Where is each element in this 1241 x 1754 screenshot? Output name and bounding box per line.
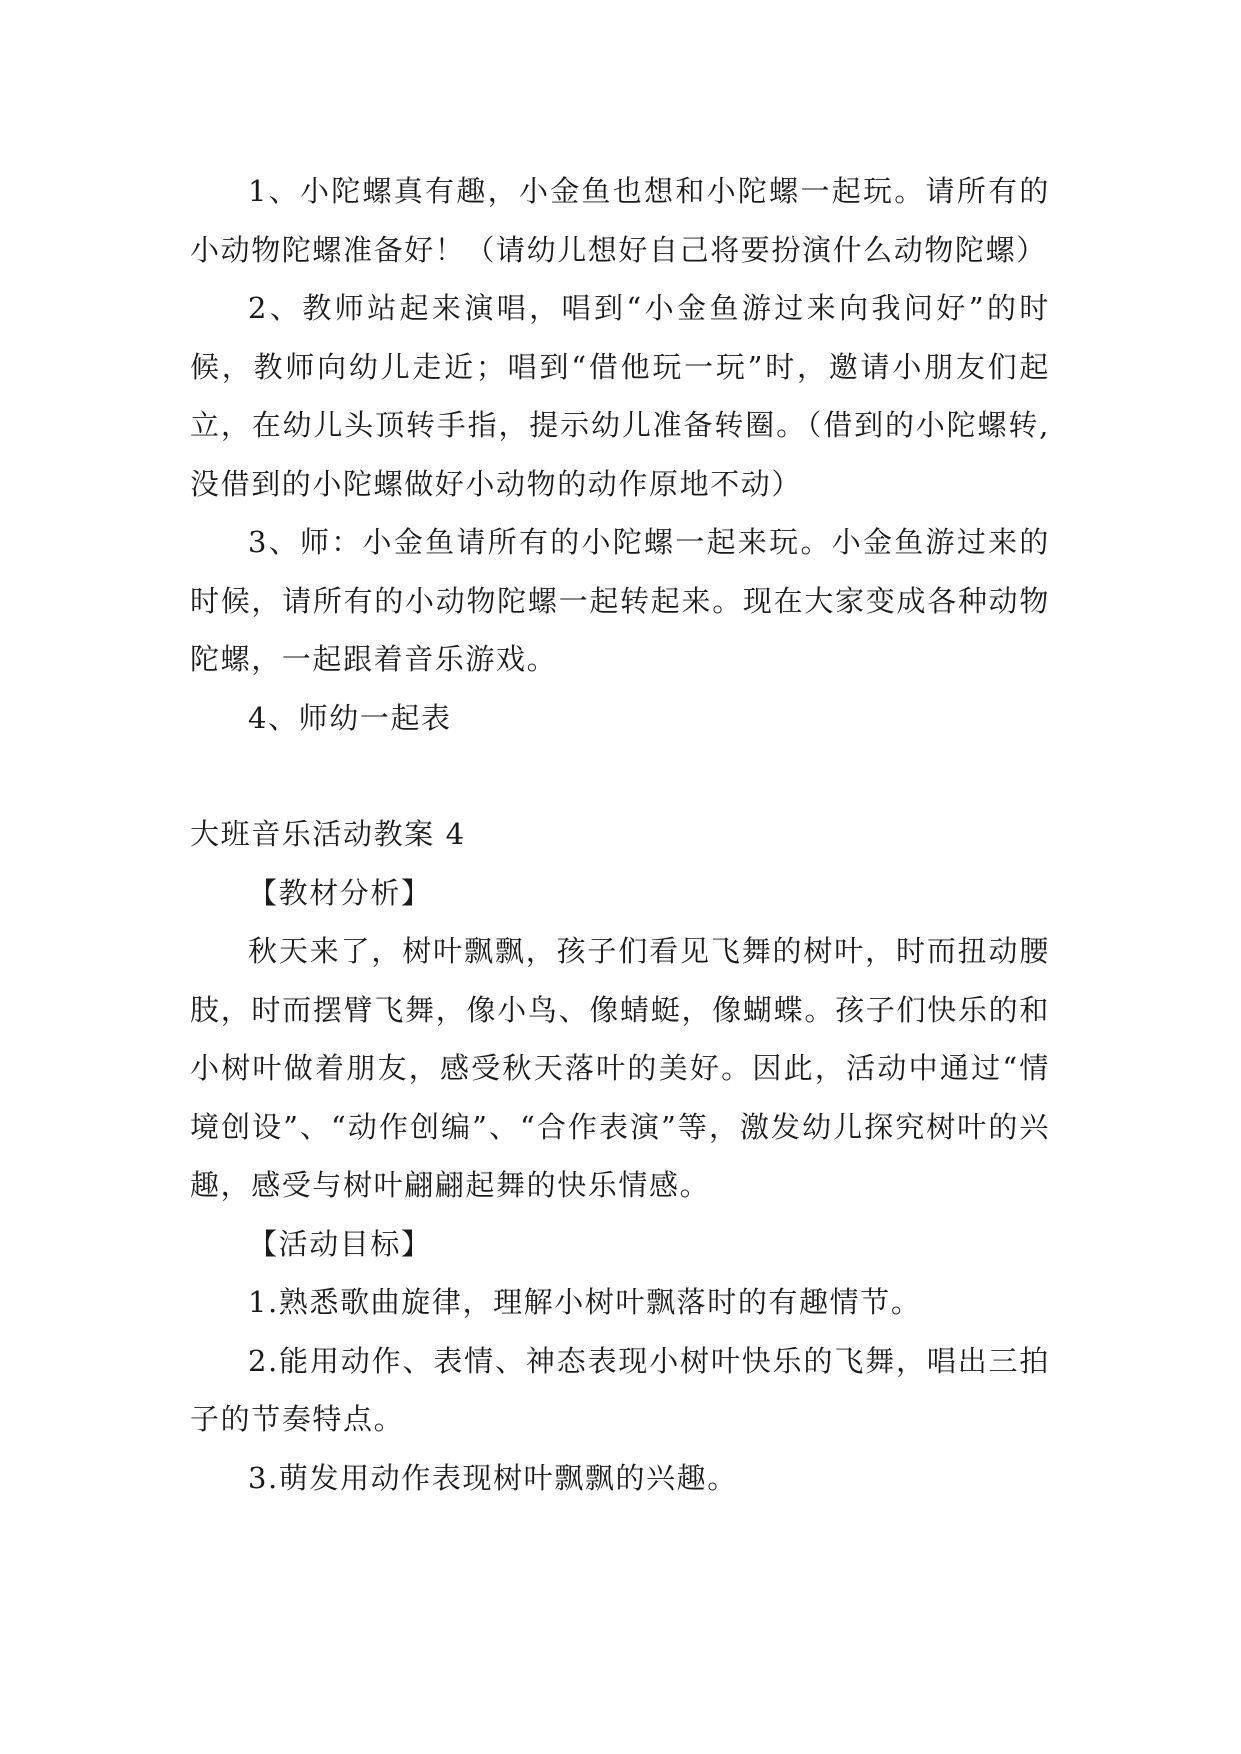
goal-item-1: 1.熟悉歌曲旋律，理解小树叶飘落时的有趣情节。: [248, 1285, 922, 1319]
section-spacer: [190, 747, 1050, 805]
goal-item-3: 3.萌发用动作表现树叶飘飘的兴趣。: [248, 1460, 738, 1495]
paragraph-material-analysis: 秋天来了，树叶飘飘，孩子们看见飞舞的树叶，时而扭动腰肢，时而摆臂飞舞，像小鸟、像蜻蜓，像蝴蝶。孩子们快乐的和小树叶做着朋友，感受秋天落叶的美好。因此，活动中通过“情境创设”、“动作创编”、“合作表演”等，激发幼儿探究树叶的兴趣，感受与树叶翩翩起舞的快乐情感。: [190, 934, 1050, 1202]
document-page: [190, 162, 1050, 1507]
goal-item-2: 2.能用动作、表情、神态表现小树叶快乐的飞舞，唱出三拍子的节奏特点。: [190, 1343, 1050, 1436]
paragraph-step-4: 4、师幼一起表: [248, 700, 452, 735]
paragraph-step-2: 2、教师站起来演唱，唱到“小金鱼游过来向我问好”的时候，教师向幼儿走近；唱到“借他玩一玩”时，邀请小朋友们起立，在幼儿头顶转手指，提示幼儿准备转圈。（借到的小陀螺转,没借到的小陀螺做好小动物的动作原地不动）: [190, 291, 1050, 501]
section-title: 大班音乐活动教案 4: [190, 817, 466, 851]
paragraph-step-1: 1、小陀螺真有趣，小金鱼也想和小陀螺一起玩。请所有的小动物陀螺准备好！（请幼儿想好自己将要扮演什么动物陀螺）: [190, 174, 1050, 267]
heading-activity-goals: 【活动目标】: [248, 1226, 432, 1261]
paragraph-step-3: 3、师：小金鱼请所有的小陀螺一起来玩。小金鱼游过来的时候，请所有的小动物陀螺一起转起来。现在大家变成各种动物陀螺，一起跟着音乐游戏。: [190, 525, 1050, 676]
heading-material-analysis: 【教材分析】: [248, 875, 432, 910]
